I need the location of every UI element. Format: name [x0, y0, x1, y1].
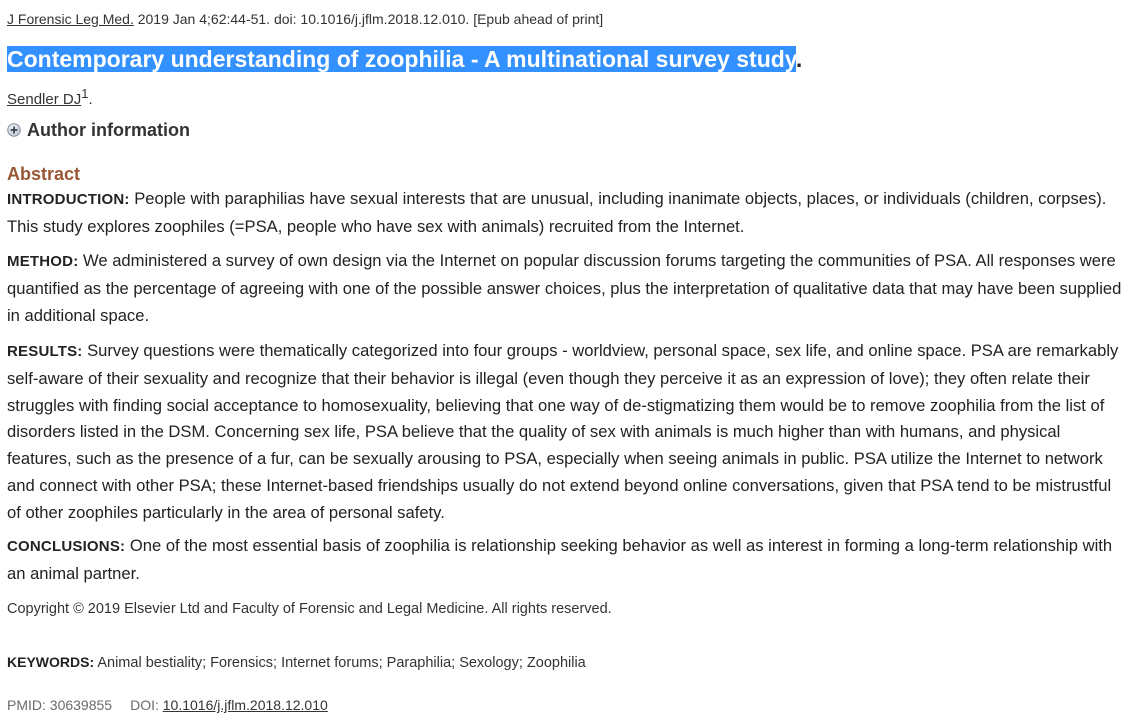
- abstract-section-label: CONCLUSIONS:: [7, 538, 126, 555]
- doi-label: DOI:: [130, 697, 163, 713]
- abstract-section-text: People with paraphilias have sexual interests that are unusual, including inanimate objects, places, or individuals (children, corpses). This study explores zoophiles (=PSA, people who have sex with animals) recruited from the Internet.: [7, 189, 1107, 236]
- abstract-section-method: [7, 248, 1129, 329]
- author-affiliation-marker: 1: [81, 86, 89, 101]
- abstract-section-introduction: [7, 186, 1129, 241]
- title-text-selected[interactable]: Contemporary understanding of zoophilia - A multinational survey study: [7, 46, 796, 72]
- author-list: [7, 84, 93, 110]
- plus-expand-icon[interactable]: [7, 123, 21, 137]
- abstract-heading: Abstract: [7, 164, 81, 184]
- article-identifiers: [7, 696, 328, 714]
- abstract-section-text: One of the most essential basis of zoophilia is relationship seeking behavior as well as interest in forming a long-term relationship with an animal partner.: [7, 536, 1113, 583]
- title-trailing-period: .: [795, 46, 803, 72]
- keywords-label: KEYWORDS:: [7, 654, 95, 670]
- copyright-notice: Copyright © 2019 Elsevier Ltd and Faculty of Forensic and Legal Medicine. All rights reserved.: [7, 601, 612, 617]
- abstract-section-results: [7, 338, 1129, 527]
- journal-link[interactable]: J Forensic Leg Med.: [7, 11, 134, 27]
- abstract-section-label: INTRODUCTION:: [7, 191, 130, 208]
- abstract-section-label: RESULTS:: [7, 343, 83, 360]
- pmid: PMID: 30639855: [7, 697, 113, 713]
- citation-line: [7, 10, 603, 28]
- abstract-section-conclusions: [7, 533, 1129, 588]
- abstract-section-text: Survey questions were thematically categorized into four groups - worldview, personal space, sex life, and online space. PSA are remarkably self-aware of their sexuality and recognize that their behavior is illegal (even though they perceive it as an expression of love); they often relate their struggles with finding social acceptance to homosexuality, believing that one way of de-stigmatizing them would be to remove zoophilia from the list of disorders listed in the DSM. Concerning sex life, PSA believe that the quality of sex with animals is much higher than with humans, and physical features, such as the presence of a fur, can be sexually arousing to PSA, especially when seeing animals in public. PSA utilize the Internet to network and connect with other PSA; these Internet-based friendships usually do not extend beyond online conversations, given that PSA tend to be mistrustful of other zoophiles particularly in the area of personal safety.: [7, 341, 1119, 522]
- doi-link[interactable]: 10.1016/j.jflm.2018.12.010: [162, 697, 328, 713]
- abstract-section-text: We administered a survey of own design via the Internet on popular discussion forums targeting the communities of PSA. All responses were quantified as the percentage of agreeing with one of the possible answer choices, plus the interpretation of qualitative data that may have been supplied in additional space.: [7, 251, 1122, 325]
- keywords-list: Animal bestiality; Forensics; Internet forums; Paraphilia; Sexology; Zoophilia: [94, 655, 586, 671]
- author-information-label[interactable]: Author information: [27, 119, 190, 140]
- article-title[interactable]: [7, 44, 802, 74]
- author-list-trailing: .: [88, 91, 93, 108]
- author-information-toggle[interactable]: [7, 118, 190, 142]
- abstract-section-label: METHOD:: [7, 253, 79, 270]
- author-link[interactable]: Sendler DJ: [7, 91, 82, 108]
- citation-details: 2019 Jan 4;62:44-51. doi: 10.1016/j.jflm.2018.12.010. [Epub ahead of print]: [133, 11, 604, 27]
- keywords-line: [7, 653, 586, 672]
